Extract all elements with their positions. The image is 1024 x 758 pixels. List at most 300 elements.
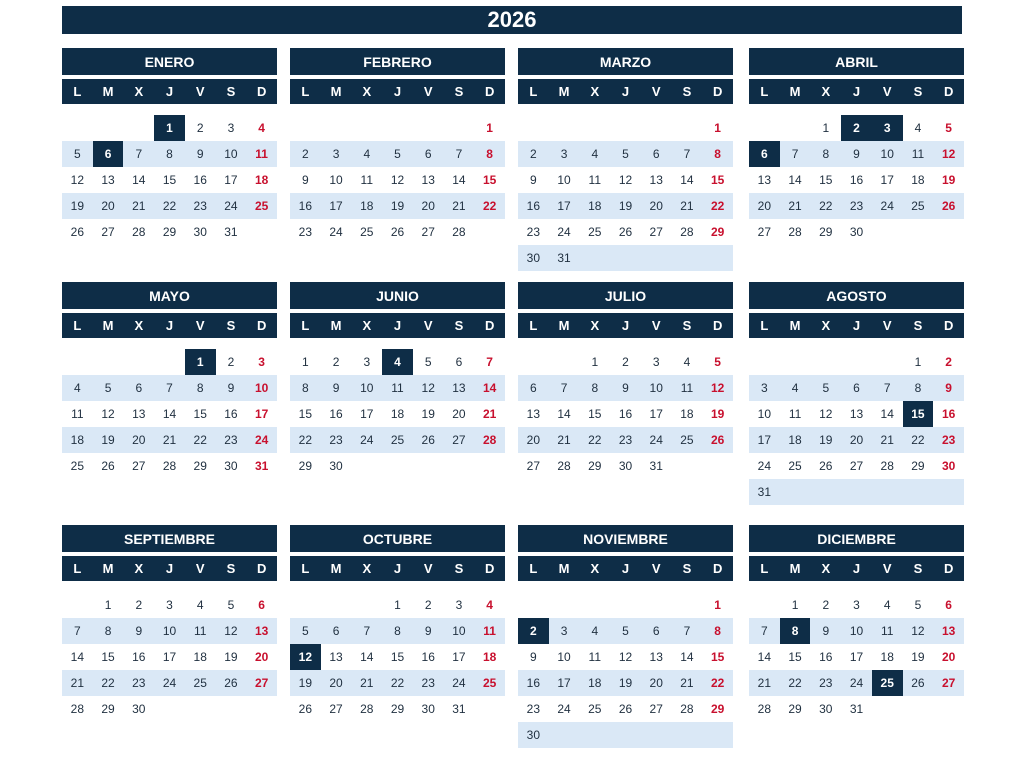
- day-cell[interactable]: 14: [880, 407, 894, 421]
- day-cell[interactable]: 5: [302, 624, 309, 638]
- day-cell[interactable]: 23: [618, 433, 633, 447]
- day-cell[interactable]: 19: [224, 650, 238, 664]
- day-cell[interactable]: 26: [819, 459, 833, 473]
- day-cell[interactable]: 4: [258, 121, 265, 135]
- day-cell[interactable]: 24: [757, 459, 772, 473]
- day-cell[interactable]: 14: [788, 173, 802, 187]
- day-cell[interactable]: 7: [455, 147, 463, 161]
- day-cell[interactable]: 25: [254, 199, 269, 213]
- day-cell[interactable]: 29: [710, 225, 725, 239]
- day-cell[interactable]: 1: [394, 598, 401, 612]
- day-cell[interactable]: 29: [588, 459, 602, 473]
- day-cell[interactable]: 11: [880, 624, 894, 638]
- day-cell-highlighted[interactable]: 8: [780, 618, 811, 644]
- day-cell[interactable]: 23: [224, 433, 238, 447]
- day-cell[interactable]: 14: [680, 173, 694, 187]
- day-cell[interactable]: 28: [452, 225, 466, 239]
- day-cell[interactable]: 8: [166, 147, 173, 161]
- day-cell[interactable]: 3: [258, 355, 265, 369]
- day-cell-highlighted[interactable]: 1: [154, 115, 185, 141]
- day-cell[interactable]: 20: [849, 433, 864, 447]
- day-cell[interactable]: 15: [710, 650, 725, 664]
- day-cell-highlighted[interactable]: 1: [185, 349, 216, 375]
- day-cell[interactable]: 15: [101, 650, 115, 664]
- day-cell[interactable]: 15: [162, 173, 177, 187]
- day-cell[interactable]: 14: [132, 173, 146, 187]
- day-cell[interactable]: 25: [193, 676, 207, 690]
- day-cell[interactable]: 19: [390, 199, 405, 213]
- day-cell[interactable]: 1: [486, 121, 493, 135]
- day-cell[interactable]: 3: [332, 147, 340, 161]
- day-cell[interactable]: 4: [683, 355, 691, 369]
- day-cell[interactable]: 11: [588, 650, 602, 664]
- day-cell[interactable]: 2: [196, 121, 204, 135]
- day-cell[interactable]: 24: [162, 676, 177, 690]
- day-cell[interactable]: 12: [70, 173, 85, 187]
- day-cell[interactable]: 18: [254, 173, 269, 187]
- day-cell[interactable]: 28: [482, 433, 497, 447]
- day-cell[interactable]: 27: [101, 225, 115, 239]
- day-cell[interactable]: 22: [390, 676, 405, 690]
- day-cell[interactable]: 2: [302, 147, 309, 161]
- day-cell[interactable]: 12: [618, 173, 633, 187]
- day-cell[interactable]: 21: [132, 199, 146, 213]
- day-cell[interactable]: 22: [911, 433, 925, 447]
- day-cell[interactable]: 25: [788, 459, 802, 473]
- day-cell[interactable]: 24: [880, 199, 894, 213]
- day-cell[interactable]: 22: [482, 199, 497, 213]
- day-cell[interactable]: 8: [914, 381, 922, 395]
- day-cell[interactable]: 5: [104, 381, 112, 395]
- day-cell[interactable]: 25: [911, 199, 925, 213]
- day-cell[interactable]: 18: [390, 407, 405, 421]
- day-cell[interactable]: 16: [193, 173, 207, 187]
- day-cell[interactable]: 19: [70, 199, 85, 213]
- day-cell[interactable]: 11: [911, 147, 925, 161]
- day-cell[interactable]: 25: [588, 702, 602, 716]
- day-cell[interactable]: 25: [482, 676, 497, 690]
- day-cell[interactable]: 29: [101, 702, 115, 716]
- day-cell[interactable]: 21: [70, 676, 85, 690]
- day-cell[interactable]: 6: [258, 598, 265, 612]
- day-cell[interactable]: 18: [880, 650, 894, 664]
- day-cell[interactable]: 16: [298, 199, 313, 213]
- day-cell[interactable]: 12: [911, 624, 925, 638]
- day-cell[interactable]: 14: [70, 650, 85, 664]
- day-cell[interactable]: 10: [162, 624, 177, 638]
- day-cell[interactable]: 6: [332, 624, 340, 638]
- day-cell[interactable]: 13: [452, 381, 466, 395]
- day-cell[interactable]: 4: [363, 147, 371, 161]
- day-cell[interactable]: 8: [822, 147, 830, 161]
- day-cell[interactable]: 1: [104, 598, 112, 612]
- day-cell[interactable]: 31: [649, 459, 663, 473]
- day-cell[interactable]: 23: [849, 199, 864, 213]
- day-cell[interactable]: 10: [649, 381, 663, 395]
- day-cell[interactable]: 16: [329, 407, 343, 421]
- day-cell[interactable]: 26: [421, 433, 435, 447]
- day-cell[interactable]: 29: [390, 702, 405, 716]
- day-cell[interactable]: 31: [849, 702, 864, 716]
- day-cell[interactable]: 12: [224, 624, 238, 638]
- day-cell[interactable]: 26: [298, 702, 313, 716]
- day-cell[interactable]: 21: [788, 199, 802, 213]
- day-cell[interactable]: 4: [591, 624, 599, 638]
- day-cell[interactable]: 8: [486, 147, 493, 161]
- day-cell[interactable]: 30: [941, 459, 956, 473]
- day-cell[interactable]: 18: [360, 199, 374, 213]
- day-cell[interactable]: 9: [227, 381, 235, 395]
- day-cell[interactable]: 10: [557, 173, 571, 187]
- day-cell[interactable]: 25: [680, 433, 694, 447]
- day-cell[interactable]: 18: [193, 650, 207, 664]
- day-cell[interactable]: 11: [360, 173, 374, 187]
- day-cell[interactable]: 12: [421, 381, 435, 395]
- day-cell[interactable]: 13: [941, 624, 956, 638]
- day-cell[interactable]: 19: [941, 173, 956, 187]
- day-cell[interactable]: 19: [819, 433, 833, 447]
- day-cell[interactable]: 12: [941, 147, 956, 161]
- day-cell[interactable]: 28: [788, 225, 802, 239]
- day-cell[interactable]: 13: [649, 173, 663, 187]
- day-cell[interactable]: 13: [132, 407, 146, 421]
- day-cell[interactable]: 18: [680, 407, 694, 421]
- day-cell[interactable]: 3: [560, 624, 568, 638]
- day-cell[interactable]: 18: [482, 650, 497, 664]
- day-cell[interactable]: 26: [70, 225, 85, 239]
- day-cell[interactable]: 26: [941, 199, 956, 213]
- day-cell[interactable]: 17: [162, 650, 177, 664]
- day-cell[interactable]: 30: [819, 702, 833, 716]
- day-cell[interactable]: 4: [791, 381, 799, 395]
- day-cell[interactable]: 17: [557, 676, 571, 690]
- day-cell[interactable]: 2: [622, 355, 629, 369]
- day-cell[interactable]: 13: [849, 407, 864, 421]
- day-cell[interactable]: 24: [329, 225, 343, 239]
- day-cell[interactable]: 11: [71, 407, 84, 421]
- day-cell[interactable]: 30: [618, 459, 633, 473]
- day-cell[interactable]: 31: [224, 225, 238, 239]
- day-cell[interactable]: 21: [360, 676, 374, 690]
- day-cell-highlighted[interactable]: 6: [749, 141, 780, 167]
- day-cell[interactable]: 26: [390, 225, 405, 239]
- day-cell[interactable]: 12: [819, 407, 833, 421]
- day-cell[interactable]: 8: [104, 624, 112, 638]
- day-cell-highlighted[interactable]: 2: [518, 618, 549, 644]
- day-cell[interactable]: 1: [914, 355, 922, 369]
- day-cell[interactable]: 19: [298, 676, 313, 690]
- day-cell[interactable]: 20: [421, 199, 435, 213]
- day-cell[interactable]: 18: [588, 199, 602, 213]
- day-cell[interactable]: 21: [680, 199, 694, 213]
- day-cell[interactable]: 3: [166, 598, 173, 612]
- day-cell[interactable]: 10: [757, 407, 772, 421]
- day-cell[interactable]: 6: [652, 624, 660, 638]
- day-cell[interactable]: 27: [941, 676, 956, 690]
- day-cell[interactable]: 4: [196, 598, 204, 612]
- day-cell[interactable]: 13: [421, 173, 435, 187]
- day-cell[interactable]: 13: [101, 173, 115, 187]
- day-cell[interactable]: 9: [622, 381, 629, 395]
- day-cell[interactable]: 20: [329, 676, 343, 690]
- day-cell[interactable]: 2: [227, 355, 235, 369]
- day-cell[interactable]: 12: [710, 381, 725, 395]
- day-cell[interactable]: 24: [254, 433, 269, 447]
- day-cell[interactable]: 29: [298, 459, 313, 473]
- day-cell[interactable]: 10: [880, 147, 894, 161]
- day-cell[interactable]: 3: [853, 598, 860, 612]
- day-cell[interactable]: 21: [162, 433, 177, 447]
- day-cell[interactable]: 18: [588, 676, 602, 690]
- day-cell[interactable]: 14: [557, 407, 571, 421]
- day-cell[interactable]: 24: [452, 676, 466, 690]
- day-cell[interactable]: 22: [193, 433, 207, 447]
- day-cell[interactable]: 30: [329, 459, 343, 473]
- day-cell[interactable]: 20: [649, 199, 663, 213]
- day-cell[interactable]: 5: [394, 147, 401, 161]
- day-cell[interactable]: 17: [649, 407, 663, 421]
- day-cell[interactable]: 23: [526, 225, 541, 239]
- day-cell[interactable]: 7: [135, 147, 143, 161]
- day-cell[interactable]: 6: [424, 147, 432, 161]
- day-cell[interactable]: 1: [822, 121, 830, 135]
- day-cell[interactable]: 4: [74, 381, 81, 395]
- day-cell[interactable]: 22: [298, 433, 313, 447]
- day-cell[interactable]: 18: [911, 173, 925, 187]
- day-cell[interactable]: 14: [680, 650, 694, 664]
- day-cell[interactable]: 27: [421, 225, 435, 239]
- day-cell[interactable]: 7: [486, 355, 493, 369]
- day-cell[interactable]: 29: [819, 225, 833, 239]
- day-cell[interactable]: 27: [649, 702, 663, 716]
- day-cell[interactable]: 8: [394, 624, 401, 638]
- day-cell[interactable]: 3: [363, 355, 371, 369]
- day-cell[interactable]: 20: [649, 676, 663, 690]
- day-cell[interactable]: 27: [329, 702, 343, 716]
- day-cell[interactable]: 17: [360, 407, 374, 421]
- day-cell[interactable]: 9: [332, 381, 340, 395]
- day-cell[interactable]: 5: [822, 381, 830, 395]
- day-cell[interactable]: 21: [680, 676, 694, 690]
- day-cell[interactable]: 22: [101, 676, 115, 690]
- day-cell[interactable]: 19: [618, 199, 633, 213]
- day-cell[interactable]: 20: [941, 650, 956, 664]
- day-cell[interactable]: 24: [557, 225, 571, 239]
- day-cell[interactable]: 9: [853, 147, 860, 161]
- day-cell[interactable]: 12: [390, 173, 405, 187]
- day-cell[interactable]: 19: [618, 676, 633, 690]
- day-cell[interactable]: 24: [557, 702, 571, 716]
- day-cell[interactable]: 14: [482, 381, 497, 395]
- day-cell[interactable]: 16: [941, 407, 956, 421]
- day-cell[interactable]: 28: [360, 702, 374, 716]
- day-cell[interactable]: 1: [714, 121, 721, 135]
- day-cell[interactable]: 7: [166, 381, 173, 395]
- day-cell[interactable]: 15: [819, 173, 833, 187]
- day-cell[interactable]: 30: [132, 702, 146, 716]
- day-cell[interactable]: 5: [622, 147, 629, 161]
- day-cell[interactable]: 7: [683, 624, 691, 638]
- day-cell-highlighted[interactable]: 2: [841, 115, 872, 141]
- day-cell[interactable]: 5: [227, 598, 235, 612]
- day-cell[interactable]: 8: [714, 624, 721, 638]
- day-cell[interactable]: 23: [329, 433, 343, 447]
- day-cell-highlighted[interactable]: 12: [290, 644, 321, 670]
- day-cell[interactable]: 26: [618, 225, 633, 239]
- day-cell[interactable]: 26: [618, 702, 633, 716]
- day-cell[interactable]: 15: [390, 650, 405, 664]
- day-cell[interactable]: 7: [761, 624, 768, 638]
- day-cell[interactable]: 27: [849, 459, 864, 473]
- day-cell[interactable]: 3: [455, 598, 463, 612]
- day-cell[interactable]: 7: [883, 381, 891, 395]
- day-cell-highlighted[interactable]: 4: [382, 349, 413, 375]
- day-cell[interactable]: 23: [132, 676, 146, 690]
- day-cell[interactable]: 17: [329, 199, 343, 213]
- day-cell[interactable]: 31: [452, 702, 466, 716]
- day-cell[interactable]: 10: [329, 173, 343, 187]
- day-cell[interactable]: 1: [714, 598, 721, 612]
- day-cell[interactable]: 25: [70, 459, 85, 473]
- day-cell[interactable]: 11: [483, 624, 496, 638]
- day-cell[interactable]: 31: [254, 459, 269, 473]
- day-cell[interactable]: 16: [224, 407, 238, 421]
- day-cell[interactable]: 5: [945, 121, 952, 135]
- day-cell-highlighted[interactable]: 15: [903, 401, 934, 427]
- day-cell[interactable]: 9: [530, 173, 537, 187]
- day-cell[interactable]: 22: [588, 433, 602, 447]
- day-cell[interactable]: 29: [162, 225, 177, 239]
- day-cell[interactable]: 1: [791, 598, 799, 612]
- day-cell[interactable]: 11: [193, 624, 207, 638]
- day-cell[interactable]: 28: [70, 702, 85, 716]
- day-cell[interactable]: 10: [360, 381, 374, 395]
- day-cell[interactable]: 3: [761, 381, 768, 395]
- day-cell[interactable]: 9: [945, 381, 952, 395]
- day-cell[interactable]: 15: [193, 407, 207, 421]
- day-cell[interactable]: 28: [132, 225, 146, 239]
- day-cell-highlighted[interactable]: 6: [93, 141, 124, 167]
- day-cell[interactable]: 16: [132, 650, 146, 664]
- day-cell[interactable]: 25: [360, 225, 374, 239]
- day-cell[interactable]: 9: [135, 624, 143, 638]
- day-cell[interactable]: 17: [557, 199, 571, 213]
- day-cell[interactable]: 27: [452, 433, 466, 447]
- day-cell-highlighted[interactable]: 3: [872, 115, 903, 141]
- day-cell[interactable]: 6: [652, 147, 660, 161]
- day-cell[interactable]: 11: [588, 173, 602, 187]
- day-cell[interactable]: 13: [329, 650, 343, 664]
- day-cell[interactable]: 21: [880, 433, 894, 447]
- day-cell[interactable]: 30: [526, 251, 541, 265]
- day-cell[interactable]: 6: [530, 381, 537, 395]
- day-cell[interactable]: 8: [196, 381, 204, 395]
- day-cell[interactable]: 27: [254, 676, 269, 690]
- day-cell[interactable]: 24: [849, 676, 864, 690]
- day-cell[interactable]: 7: [683, 147, 691, 161]
- day-cell[interactable]: 28: [680, 225, 694, 239]
- day-cell[interactable]: 17: [452, 650, 466, 664]
- day-cell[interactable]: 27: [526, 459, 541, 473]
- day-cell[interactable]: 31: [557, 251, 571, 265]
- day-cell[interactable]: 23: [941, 433, 956, 447]
- day-cell[interactable]: 15: [588, 407, 602, 421]
- day-cell[interactable]: 30: [526, 728, 541, 742]
- day-cell[interactable]: 21: [757, 676, 772, 690]
- day-cell[interactable]: 2: [530, 147, 537, 161]
- day-cell[interactable]: 17: [224, 173, 238, 187]
- day-cell[interactable]: 24: [224, 199, 238, 213]
- day-cell[interactable]: 20: [254, 650, 269, 664]
- day-cell[interactable]: 21: [482, 407, 497, 421]
- day-cell[interactable]: 3: [652, 355, 660, 369]
- day-cell[interactable]: 28: [680, 702, 694, 716]
- day-cell[interactable]: 13: [254, 624, 269, 638]
- day-cell[interactable]: 22: [710, 199, 725, 213]
- day-cell[interactable]: 11: [788, 407, 802, 421]
- day-cell[interactable]: 4: [486, 598, 493, 612]
- day-cell[interactable]: 14: [452, 173, 466, 187]
- day-cell[interactable]: 29: [710, 702, 725, 716]
- day-cell[interactable]: 30: [224, 459, 238, 473]
- day-cell[interactable]: 14: [757, 650, 772, 664]
- day-cell[interactable]: 2: [945, 355, 952, 369]
- day-cell[interactable]: 31: [757, 485, 772, 499]
- day-cell[interactable]: 20: [757, 199, 772, 213]
- day-cell[interactable]: 19: [421, 407, 435, 421]
- day-cell[interactable]: 27: [132, 459, 146, 473]
- day-cell[interactable]: 27: [649, 225, 663, 239]
- day-cell[interactable]: 9: [530, 650, 537, 664]
- day-cell[interactable]: 26: [911, 676, 925, 690]
- day-cell[interactable]: 17: [757, 433, 772, 447]
- day-cell[interactable]: 4: [591, 147, 599, 161]
- day-cell[interactable]: 30: [421, 702, 435, 716]
- day-cell[interactable]: 25: [390, 433, 405, 447]
- day-cell[interactable]: 19: [911, 650, 925, 664]
- day-cell[interactable]: 29: [788, 702, 802, 716]
- day-cell[interactable]: 10: [254, 381, 269, 395]
- day-cell[interactable]: 13: [649, 650, 663, 664]
- day-cell[interactable]: 16: [526, 676, 541, 690]
- day-cell[interactable]: 22: [162, 199, 177, 213]
- day-cell[interactable]: 6: [853, 381, 860, 395]
- day-cell[interactable]: 10: [557, 650, 571, 664]
- day-cell[interactable]: 5: [714, 355, 721, 369]
- day-cell[interactable]: 5: [622, 624, 629, 638]
- day-cell[interactable]: 29: [911, 459, 925, 473]
- day-cell[interactable]: 23: [526, 702, 541, 716]
- day-cell[interactable]: 29: [193, 459, 207, 473]
- day-cell[interactable]: 16: [421, 650, 435, 664]
- day-cell[interactable]: 13: [526, 407, 541, 421]
- day-cell-highlighted[interactable]: 25: [872, 670, 903, 696]
- day-cell[interactable]: 23: [421, 676, 435, 690]
- day-cell[interactable]: 21: [557, 433, 571, 447]
- day-cell[interactable]: 11: [391, 381, 404, 395]
- day-cell[interactable]: 30: [849, 225, 864, 239]
- day-cell[interactable]: 9: [196, 147, 204, 161]
- day-cell[interactable]: 28: [557, 459, 571, 473]
- day-cell[interactable]: 20: [132, 433, 146, 447]
- day-cell[interactable]: 30: [193, 225, 207, 239]
- day-cell[interactable]: 18: [788, 433, 802, 447]
- day-cell[interactable]: 5: [424, 355, 432, 369]
- day-cell[interactable]: 16: [618, 407, 633, 421]
- day-cell[interactable]: 2: [424, 598, 432, 612]
- day-cell[interactable]: 5: [74, 147, 81, 161]
- day-cell[interactable]: 6: [135, 381, 143, 395]
